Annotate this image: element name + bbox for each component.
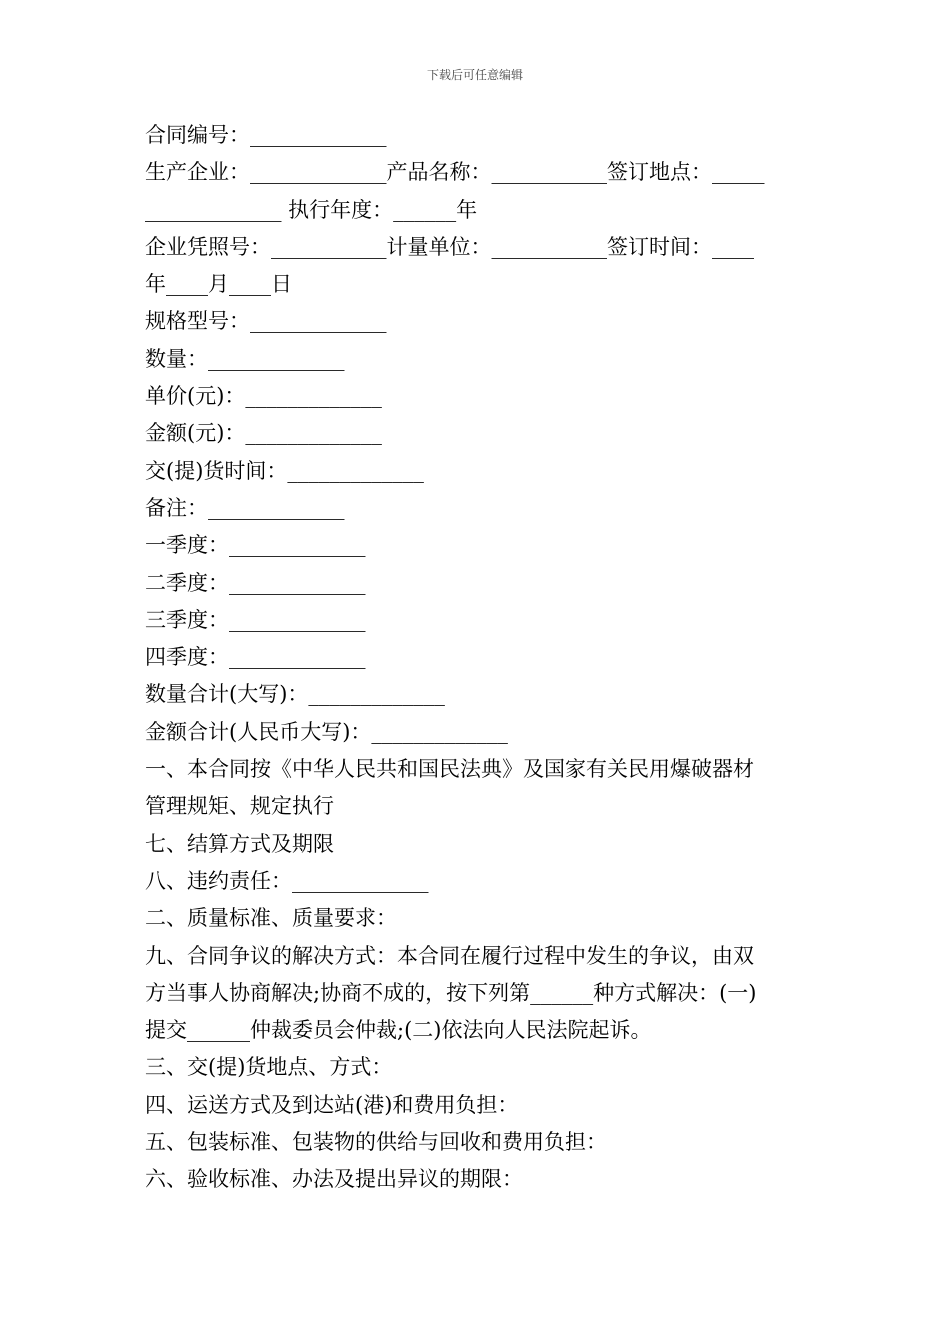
clause-4-line: 四、运送方式及到达站(港)和费用负担： (145, 1092, 519, 1117)
contract-number-line: 合同编号：_____________ (145, 123, 387, 147)
spec-model-line: 规格型号：_____________ (145, 309, 387, 334)
quarter-2-line: 二季度：_____________ (145, 570, 366, 595)
clause-9-line-c: 提交______仲裁委员会仲裁;(二)依法向人民法院起诉。 (145, 1018, 652, 1043)
clause-3-line: 三、交(提)货地点、方式： (145, 1055, 393, 1080)
quantity-total-line: 数量合计(大写)：_____________ (145, 682, 445, 707)
clause-6-line: 六、验收标准、办法及提出异议的期限： (145, 1167, 523, 1192)
contract-body (145, 117, 815, 1199)
amount-total-line: 金额合计(人民币大写)：_____________ (145, 719, 508, 744)
license-unit-signing-time-line: 企业凭照号：___________计量单位：___________签订时间：____ (145, 234, 754, 259)
clause-9-line-a: 九、合同争议的解决方式：本合同在履行过程中发生的争议，由双 (145, 943, 754, 968)
clause-7-line: 七、结算方式及期限 (145, 831, 334, 856)
quarter-3-line: 三季度：_____________ (145, 607, 366, 632)
quantity-line: 数量：_____________ (145, 346, 345, 371)
date-line: 年____月____日 (145, 272, 292, 297)
quarter-4-line: 四季度：_____________ (145, 645, 366, 670)
remarks-line: 备注：_____________ (145, 495, 345, 520)
unit-price-line: 单价(元)：_____________ (145, 384, 382, 409)
execution-year-line: _____________ 执行年度：______年 (145, 197, 478, 222)
clause-5-line: 五、包装标准、包装物的供给与回收和费用负担： (145, 1130, 607, 1155)
manufacturer-product-location-line: 生产企业：_____________产品名称：___________签订地点：_____ (145, 160, 765, 185)
amount-line: 金额(元)：_____________ (145, 421, 382, 446)
clause-8-line: 八、违约责任：_____________ (145, 868, 429, 893)
clause-1-line-a: 一、本合同按《中华人民共和国民法典》及国家有关民用爆破器材 (145, 757, 754, 782)
clause-1-line-b: 管理规矩、规定执行 (145, 794, 334, 819)
quarter-1-line: 一季度：_____________ (145, 533, 366, 558)
clause-9-line-b: 方当事人协商解决;协商不成的，按下列第______种方式解决：(一) (145, 980, 757, 1005)
page-header: 下载后可任意编辑 (426, 68, 523, 82)
clause-2-line: 二、质量标准、质量要求： (145, 906, 397, 931)
delivery-time-line: 交(提)货时间：_____________ (145, 458, 424, 483)
